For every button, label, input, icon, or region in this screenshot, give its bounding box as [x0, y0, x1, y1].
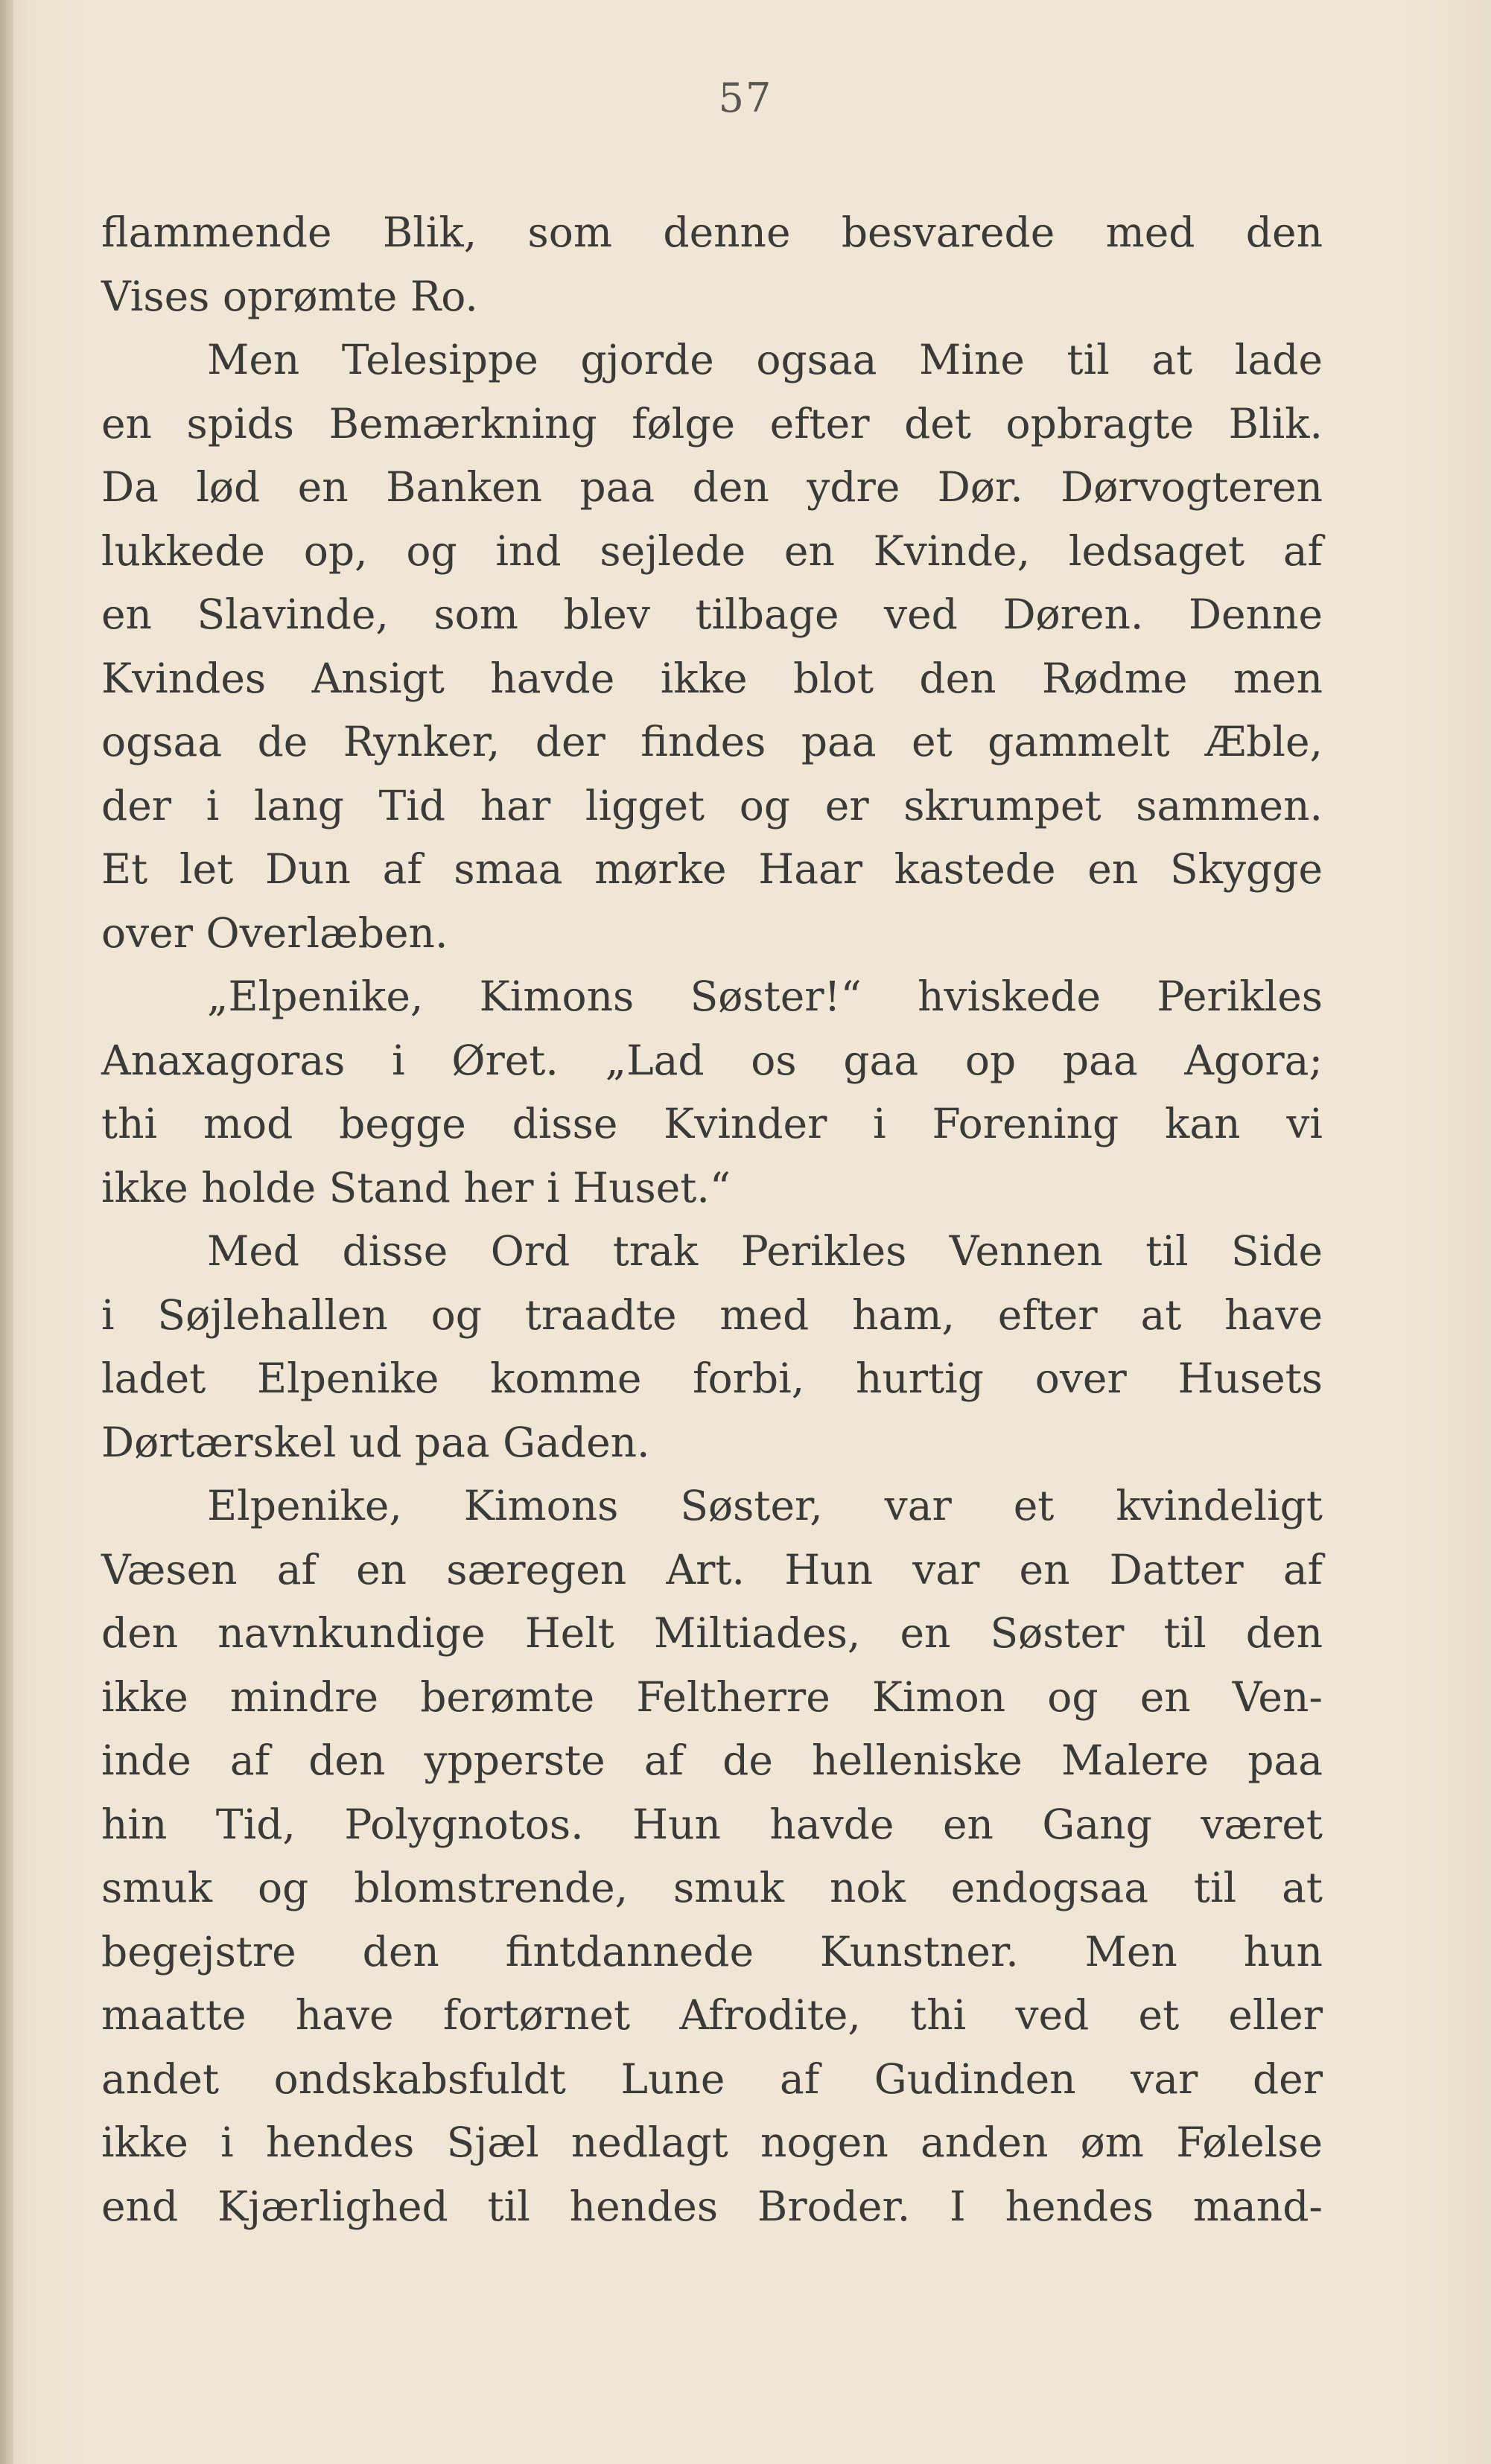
text-line: begejstre den fintdannede Kunstner. Men hun — [101, 1927, 1323, 1976]
text-line: thi mod begge disse Kvinder i Forening kan vi — [101, 1100, 1323, 1147]
text-line: der i lang Tid har ligget og er skrumpet sammen. — [101, 781, 1323, 830]
text-line: Med disse Ord trak Perikles Vennen til Side — [207, 1227, 1323, 1275]
text-line: lukkede op, og ind sejlede en Kvinde, ledsaget af — [101, 526, 1323, 575]
text-line: ikke mindre berømte Feltherre Kimon og en Ven- — [101, 1672, 1323, 1721]
text-line: inde af den ypperste af de helleniske Malere paa — [101, 1736, 1323, 1784]
text-line: over Overlæben. — [101, 908, 448, 957]
text-line: Kvindes Ansigt havde ikke blot den Rødme men — [101, 654, 1323, 702]
text-line: Et let Dun af smaa mørke Haar kastede en Skygge — [101, 845, 1323, 893]
text-line: Vises oprømte Ro. — [101, 272, 478, 320]
text-line: i Søjlehallen og traadte med ham, efter at have — [101, 1290, 1323, 1339]
text-line: en Slavinde, som blev tilbage ved Døren. Denne — [101, 590, 1323, 638]
text-line: en spids Bemærkning følge efter det opbragte Blik. — [101, 399, 1323, 448]
text-line: maatte have fortørnet Afrodite, thi ved et eller — [101, 1991, 1323, 2039]
text-line: flammende Blik, som denne besvarede med den — [101, 208, 1323, 256]
text-line: ikke i hendes Sjæl nedlagt nogen anden øm Følelse — [101, 2118, 1323, 2166]
text-line: Væsen af en særegen Art. Hun var en Datter af — [101, 1545, 1323, 1594]
text-line: „Elpenike, Kimons Søster!“ hviskede Perikles — [207, 972, 1323, 1020]
text-line: Da lød en Banken paa den ydre Dør. Dørvogteren — [101, 463, 1323, 511]
text-line: ogsaa de Rynker, der findes paa et gammelt Æble, — [101, 718, 1323, 765]
page-number: 57 — [718, 74, 773, 121]
text-line: Elpenike, Kimons Søster, var et kvindeligt — [207, 1482, 1323, 1529]
text-line: hin Tid, Polygnotos. Hun havde en Gang været — [101, 1800, 1323, 1848]
text-line: end Kjærlighed til hendes Broder. I hendes mand- — [101, 2182, 1323, 2230]
text-line: smuk og blomstrende, smuk nok endogsaa til at — [101, 1864, 1323, 1911]
text-line: ladet Elpenike komme forbi, hurtig over Husets — [101, 1354, 1323, 1402]
text-line: Anaxagoras i Øret. „Lad os gaa op paa Agora; — [101, 1036, 1323, 1084]
text-line: andet ondskabsfuldt Lune af Gudinden var der — [101, 2054, 1323, 2103]
binding-edge — [0, 0, 13, 2464]
text-line: Men Telesippe gjorde ogsaa Mine til at lade — [207, 336, 1323, 383]
text-line: ikke holde Stand her i Huset.“ — [101, 1163, 731, 1212]
text-line: Dørtærskel ud paa Gaden. — [101, 1418, 650, 1466]
text-line: den navnkundige Helt Miltiades, en Søster til den — [101, 1609, 1323, 1657]
body-text — [101, 201, 1323, 2238]
